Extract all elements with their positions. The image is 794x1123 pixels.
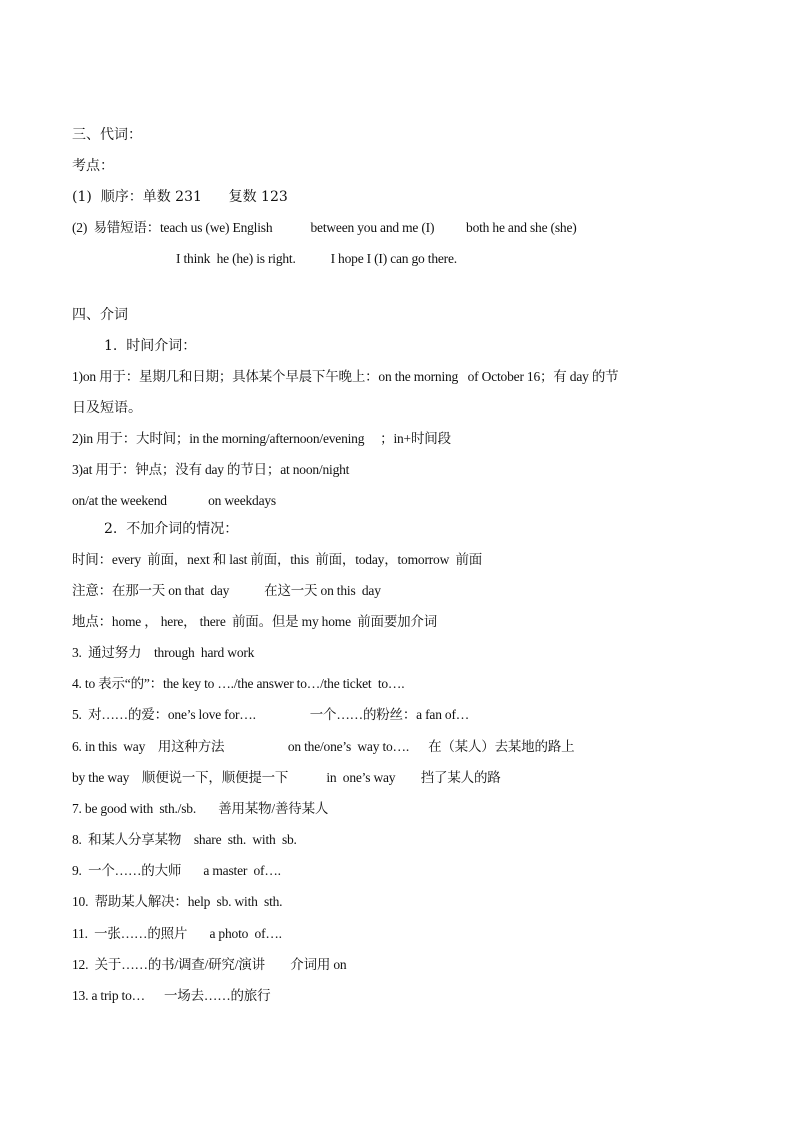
list-item: 10. 帮助某人解决：help sb. with sth. xyxy=(72,894,283,909)
place-line: 地点：home ， here， there 前面。但是 my home 前面要加介词 xyxy=(72,614,438,629)
list-item: 12. 关于……的书/调查/研究/演讲 介词用 on xyxy=(72,957,347,972)
time-no-preposition-line: 时间：every 前面，next 和 last 前面，this 前面，today，tomorrow 前面 xyxy=(72,552,483,567)
on-usage-line-cont: 日及短语。 xyxy=(72,400,142,416)
list-item: 11. 一张……的照片 a photo of…. xyxy=(72,926,282,941)
no-preposition-heading: 2. 不加介词的情况： xyxy=(104,521,239,537)
key-points-label: 考点： xyxy=(72,158,114,174)
section-3-title: 三、代词： xyxy=(72,127,142,143)
list-item: by the way 顺便说一下，顺便提一下 in one’s way 挡了某人的路 xyxy=(72,770,501,785)
list-item: 8. 和某人分享某物 share sth. with sb. xyxy=(72,832,297,847)
list-item: 3. 通过努力 through hard work xyxy=(72,645,255,660)
list-item: 7. be good with sth./sb. 善用某物/善待某人 xyxy=(72,801,329,816)
at-usage-line: 3)at 用于：钟点；没有 day 的节日；at noon/night xyxy=(72,462,350,477)
section-4-title: 四、介词 xyxy=(72,307,128,323)
pronoun-order-line: (1) 顺序：单数 231 复数 123 xyxy=(72,189,288,205)
time-prepositions-heading: 1. 时间介词： xyxy=(104,338,197,354)
list-item: 9. 一个……的大师 a master of…. xyxy=(72,863,281,878)
in-usage-line: 2)in 用于：大时间；in the morning/afternoon/evening ；in+时间段 xyxy=(72,431,451,446)
pronoun-errors-line-2: I think he (he) is right. I hope I (I) can go there. xyxy=(176,251,457,266)
list-item: 5. 对……的爱：one’s love for…. 一个……的粉丝：a fan of… xyxy=(72,707,470,722)
pronoun-errors-line: (2) 易错短语：teach us (we) English between you and me (I) both he and she (she) xyxy=(72,220,577,235)
list-item: 13. a trip to… 一场去……的旅行 xyxy=(72,988,271,1003)
list-item: 6. in this way 用这种方法 on the/one’s way to…. 在（某人）去某地的路上 xyxy=(72,739,575,754)
note-line: 注意：在那一天 on that day 在这一天 on this day xyxy=(72,583,381,598)
weekend-line: on/at the weekend on weekdays xyxy=(72,493,276,508)
list-item: 4. to 表示“的”：the key to …./the answer to…/the ticket to…. xyxy=(72,676,405,691)
on-usage-line: 1)on 用于：星期几和日期；具体某个早晨下午晚上：on the morning of October 16；有 day 的节 xyxy=(72,369,619,384)
